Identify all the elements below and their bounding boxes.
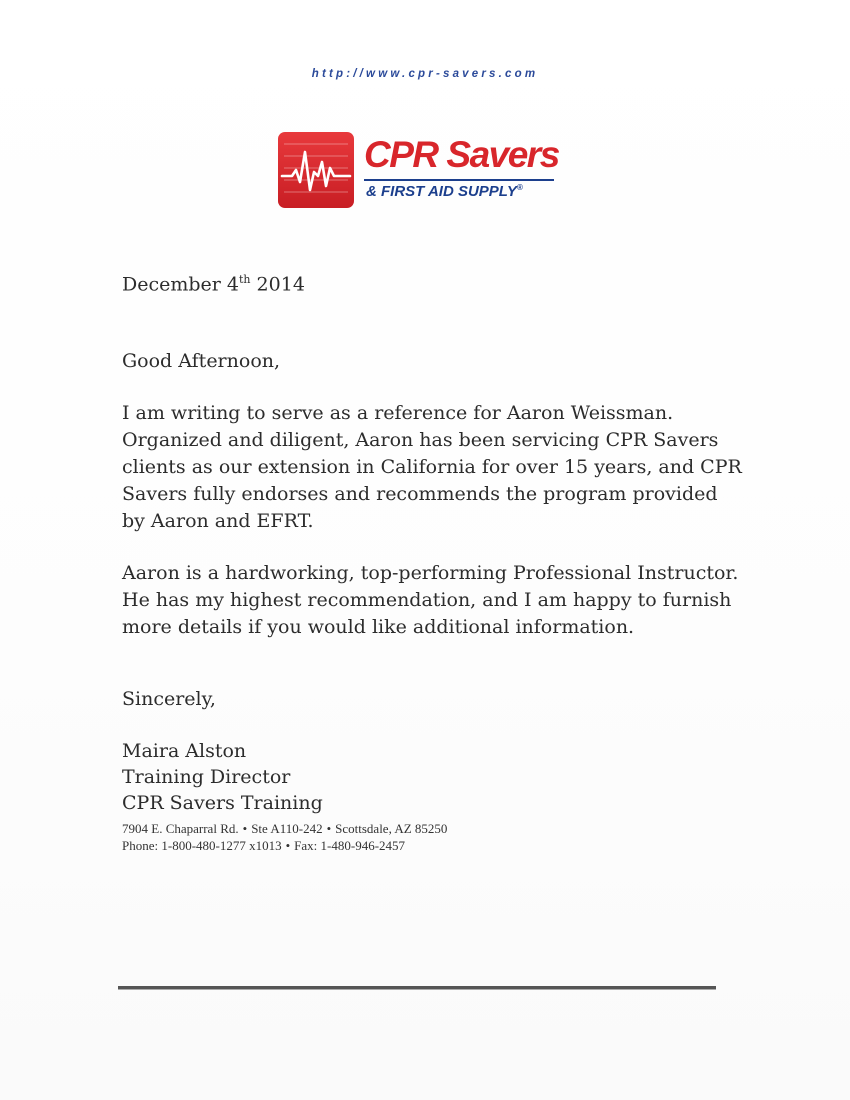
signer-name: Maira Alston [122, 740, 247, 762]
signer-organization: CPR Savers Training [122, 792, 323, 814]
phone-line [122, 837, 447, 854]
logo-title: CPR Savers [364, 134, 559, 175]
registered-mark: ® [516, 183, 523, 192]
website-url: http://www.cpr-savers.com [311, 68, 539, 80]
heartbeat-icon [278, 132, 354, 208]
paragraph-recommendation: Aaron is a hardworking, top-performing Professional Instructor. He has my highest recommendation, and I am happy to furnish more details if you would like additional information. [122, 562, 739, 638]
address-line [122, 820, 447, 837]
contact-info [122, 820, 447, 854]
separator-bullet: • [242, 821, 248, 836]
logo-subtitle-text: & FIRST AID SUPPLY [366, 183, 517, 200]
closing: Sincerely, [122, 688, 216, 710]
fax: Fax: 1-480-946-2457 [294, 838, 406, 853]
greeting: Good Afternoon, [122, 350, 281, 372]
footer-divider [118, 986, 716, 990]
street: 7904 E. Chaparral Rd. [122, 821, 239, 836]
letter-body [122, 266, 742, 814]
date-month-day: December 4 [122, 273, 239, 296]
signature-block [122, 738, 323, 816]
suite: Ste A110-242 [251, 821, 323, 836]
separator-bullet: • [285, 838, 291, 853]
signer-title: Training Director [122, 766, 291, 788]
separator-bullet: • [326, 821, 332, 836]
logo-subtitle [366, 183, 523, 200]
city-state-zip: Scottsdale, AZ 85250 [335, 821, 448, 836]
phone: Phone: 1-800-480-1277 x1013 [122, 838, 282, 853]
company-logo [278, 132, 568, 210]
date-ordinal: th [239, 273, 251, 286]
paragraph-reference: I am writing to serve as a reference for Aaron Weissman. Organized and diligent, Aaron has been servicing CPR Savers clients as our extension in California for over 15 years, and CPR Savers fully endorses and recommends the program provided by Aaron and EFRT. [122, 402, 742, 532]
letter-date [122, 266, 742, 298]
logo-divider [364, 179, 554, 181]
date-year: 2014 [250, 273, 305, 296]
